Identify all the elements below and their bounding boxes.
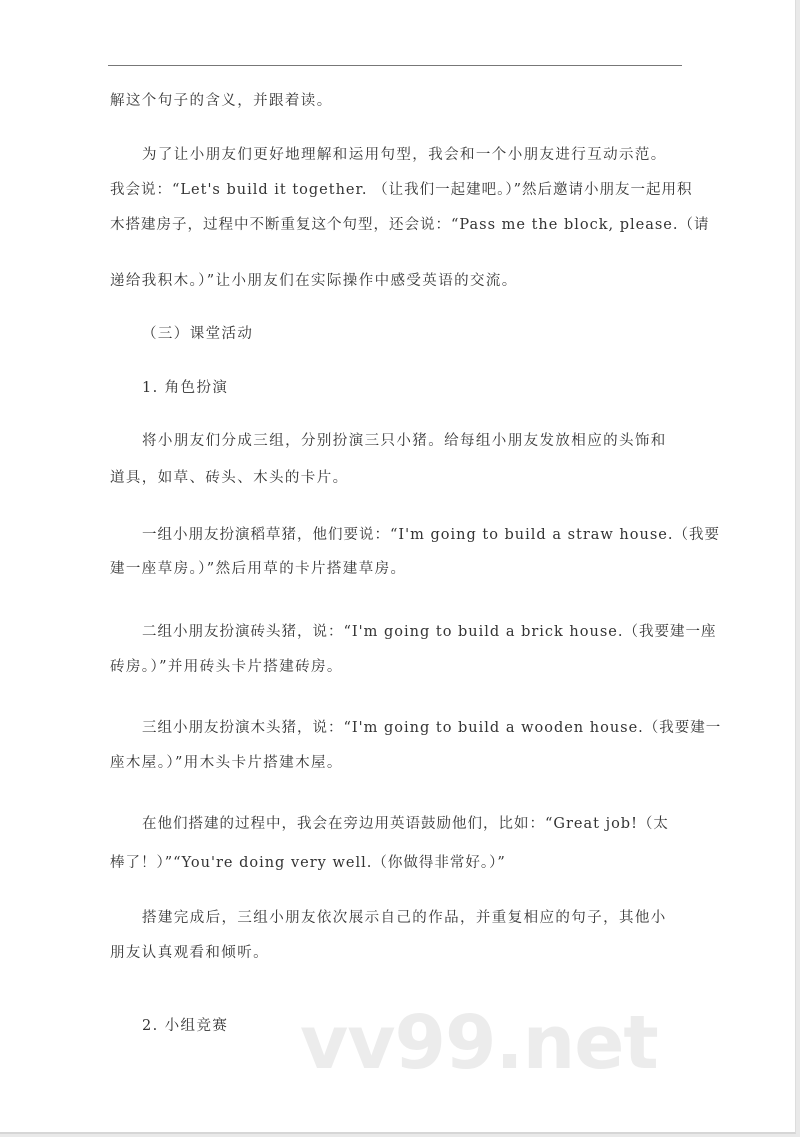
text-line: 道具，如草、砖头、木头的卡片。 — [110, 470, 349, 486]
text-line: 一组小朋友扮演稻草猪，他们要说：“I'm going to build a straw house.（我要 — [142, 527, 720, 543]
text-line: 砖房。）”并用砖头卡片搭建砖房。 — [110, 659, 343, 675]
text-line: 朋友认真观看和倾听。 — [110, 945, 269, 961]
watermark: vv99.net — [300, 1000, 658, 1086]
subsection-heading: 2. 小组竞赛 — [142, 1018, 229, 1034]
text-line: 我会说：“Let's build it together. （让我们一起建吧。）”然后邀请小朋友一起用积 — [110, 182, 693, 198]
text-line: 解这个句子的含义，并跟着读。 — [110, 93, 333, 109]
subsection-heading: 1. 角色扮演 — [142, 380, 229, 396]
text-line: 二组小朋友扮演砖头猪，说：“I'm going to build a brick house.（我要建一座 — [142, 624, 717, 640]
text-line: 在他们搭建的过程中，我会在旁边用英语鼓励他们，比如：“Great job!（太 — [142, 816, 669, 832]
text-line: 将小朋友们分成三组，分别扮演三只小猪。给每组小朋友发放相应的头饰和 — [142, 433, 667, 449]
text-line: 建一座草房。）”然后用草的卡片搭建草房。 — [110, 561, 407, 577]
text-line: 棒了！）”“You're doing very well.（你做得非常好。）” — [110, 855, 506, 871]
text-line: 递给我积木。）”让小朋友们在实际操作中感受英语的交流。 — [110, 273, 518, 289]
header-divider — [108, 65, 682, 66]
text-line: 三组小朋友扮演木头猪，说：“I'm going to build a wooden house.（我要建一 — [142, 720, 722, 736]
text-line: 座木屋。）”用木头卡片搭建木屋。 — [110, 755, 343, 771]
text-line: 搭建完成后，三组小朋友依次展示自己的作品，并重复相应的句子，其他小 — [142, 910, 667, 926]
text-line: 木搭建房子，过程中不断重复这个句型，还会说：“Pass me the block, please.（请 — [110, 217, 710, 233]
text-line: 为了让小朋友们更好地理解和运用句型，我会和一个小朋友进行互动示范。 — [142, 147, 667, 163]
section-heading: （三）课堂活动 — [142, 326, 254, 342]
